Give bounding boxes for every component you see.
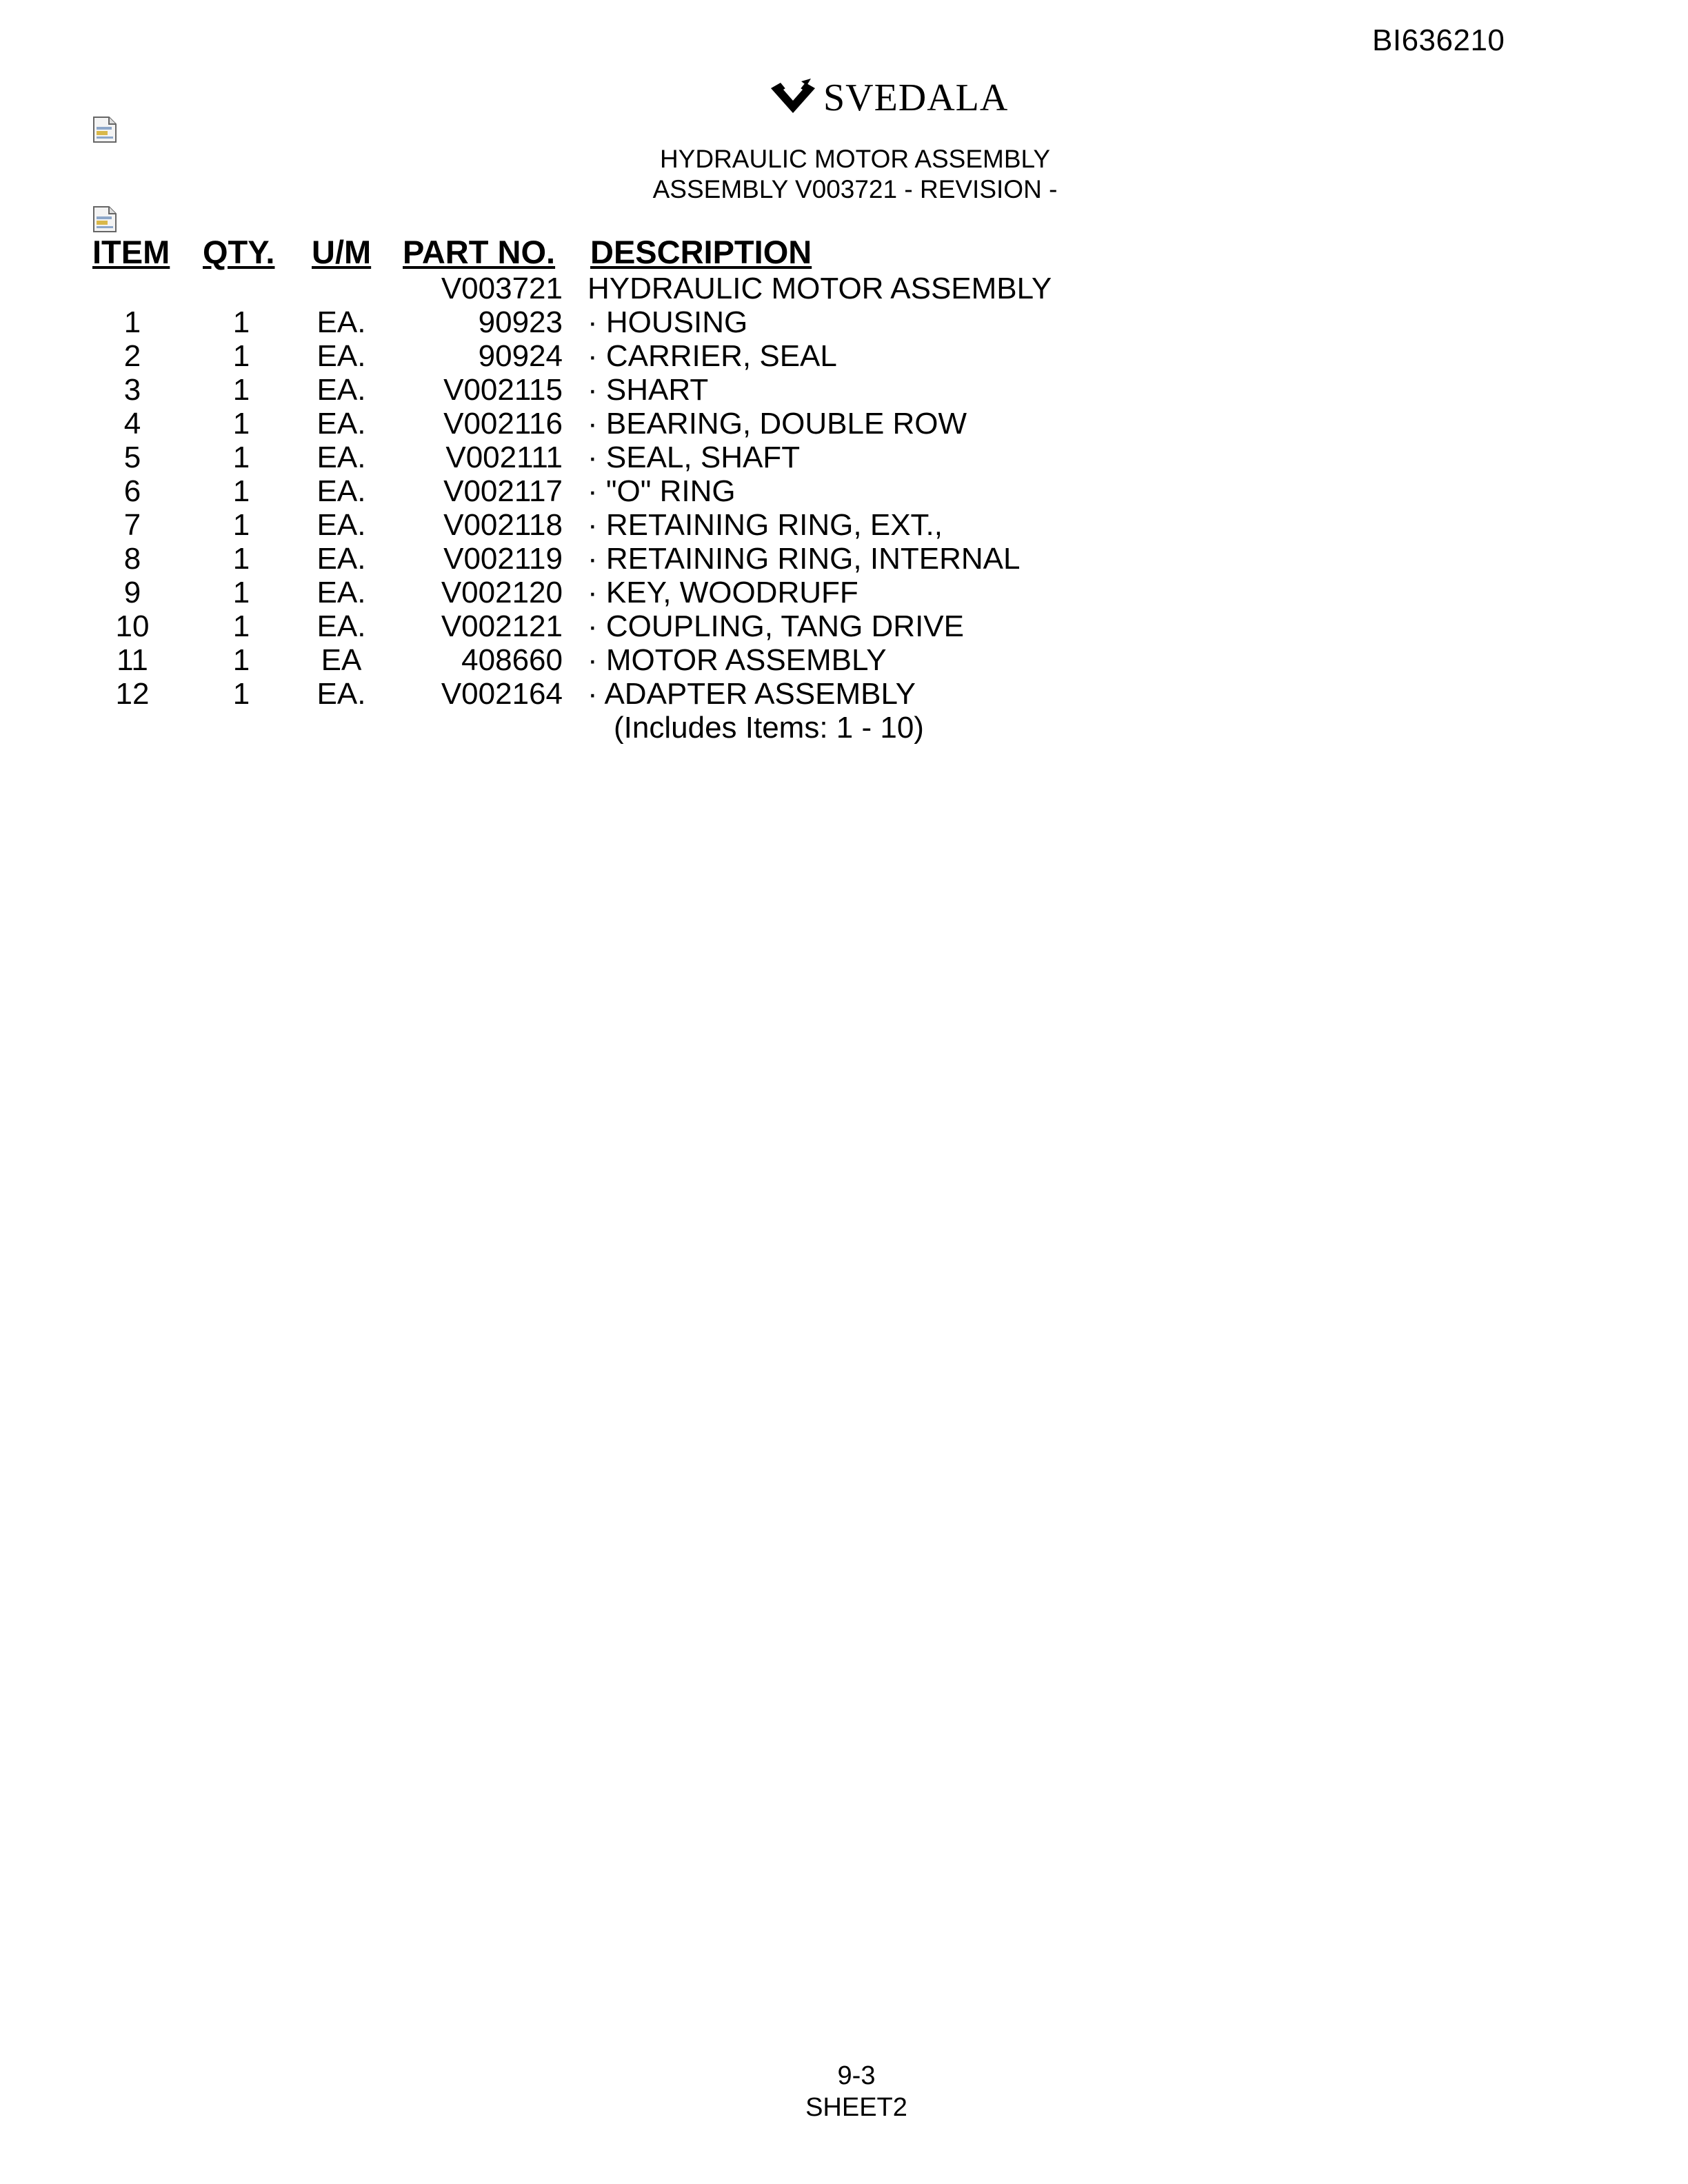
part-number: V003721	[441, 272, 563, 305]
assembly-row	[0, 272, 1688, 305]
quantity: 1	[232, 643, 250, 677]
table-row	[0, 609, 1688, 643]
description: · RETAINING RING, INTERNAL	[587, 542, 1021, 576]
table-row	[0, 508, 1688, 541]
assembly-revision: ASSEMBLY V003721 - REVISION -	[652, 175, 1058, 203]
part-number: V002116	[443, 407, 563, 441]
description: · COUPLING, TANG DRIVE	[587, 609, 965, 643]
includes-note-row	[0, 711, 1688, 744]
part-number: V002121	[441, 609, 563, 643]
item-number: 7	[123, 508, 141, 542]
quantity: 1	[232, 373, 250, 407]
table-row	[0, 643, 1688, 676]
item-number: 12	[115, 677, 150, 711]
description: · HOUSING	[587, 305, 748, 339]
table-row	[0, 305, 1688, 338]
unit-of-measure: EA.	[316, 474, 366, 508]
quantity: 1	[232, 609, 250, 643]
table-row	[0, 474, 1688, 507]
item-number: 2	[123, 339, 141, 373]
description: HYDRAULIC MOTOR ASSEMBLY	[587, 272, 1052, 305]
description: · SEAL, SHAFT	[587, 441, 801, 474]
quantity: 1	[232, 677, 250, 711]
item-number: 1	[123, 305, 141, 339]
item-number: 11	[117, 643, 148, 677]
unit-of-measure: EA.	[316, 339, 366, 373]
column-header-item: ITEM	[92, 234, 170, 270]
table-row	[0, 441, 1688, 474]
unit-of-measure: EA.	[316, 373, 366, 407]
table-row	[0, 677, 1688, 710]
quantity: 1	[232, 576, 250, 609]
part-number: V002111	[445, 441, 563, 474]
description: · RETAINING RING, EXT.,	[587, 508, 943, 542]
column-header-um: U/M	[312, 234, 372, 270]
sheet-label: SHEET2	[805, 2093, 907, 2122]
assembly-title: HYDRAULIC MOTOR ASSEMBLY	[659, 145, 1051, 173]
unit-of-measure: EA.	[316, 542, 366, 576]
column-header-qty: QTY.	[203, 234, 275, 270]
part-number: V002120	[441, 576, 563, 609]
svedala-logo	[767, 76, 1008, 120]
unit-of-measure: EA.	[316, 441, 366, 474]
quantity: 1	[232, 407, 250, 441]
embedded-document-icon[interactable]	[91, 116, 119, 143]
quantity: 1	[232, 474, 250, 508]
page-number: 9-3	[837, 2061, 876, 2090]
table-row	[0, 542, 1688, 575]
table-row	[0, 373, 1688, 406]
unit-of-measure: EA.	[316, 609, 366, 643]
part-number: V002164	[441, 677, 563, 711]
item-number: 4	[123, 407, 141, 441]
description: · "O" RING	[587, 474, 736, 508]
part-number: V002119	[443, 542, 563, 576]
column-header-description: DESCRIPTION	[590, 234, 812, 270]
table-row	[0, 576, 1688, 609]
part-number: 90924	[478, 339, 563, 373]
item-number: 5	[123, 441, 141, 474]
unit-of-measure: EA.	[316, 508, 366, 542]
embedded-document-icon[interactable]	[91, 205, 119, 233]
unit-of-measure: EA.	[316, 407, 366, 441]
unit-of-measure: EA.	[316, 305, 366, 339]
item-number: 10	[115, 609, 150, 643]
table-row	[0, 407, 1688, 440]
item-number: 3	[123, 373, 141, 407]
description: · ADAPTER ASSEMBLY	[587, 677, 916, 711]
quantity: 1	[232, 305, 250, 339]
description: · MOTOR ASSEMBLY	[587, 643, 887, 677]
part-number: 90923	[478, 305, 563, 339]
item-number: 9	[123, 576, 141, 609]
part-number: V002117	[443, 474, 563, 508]
unit-of-measure: EA.	[316, 677, 366, 711]
description: · SHART	[587, 373, 709, 407]
quantity: 1	[232, 339, 250, 373]
item-number: 8	[123, 542, 141, 576]
part-number: V002118	[443, 508, 563, 542]
includes-note: (Includes Items: 1 - 10)	[614, 711, 924, 745]
document-id: BI636210	[1372, 23, 1505, 57]
part-number: 408660	[461, 643, 563, 677]
table-row	[0, 339, 1688, 372]
svedala-chevron-logo-icon	[767, 79, 819, 117]
quantity: 1	[232, 508, 250, 542]
quantity: 1	[232, 441, 250, 474]
part-number: V002115	[443, 373, 563, 407]
unit-of-measure: EA.	[316, 576, 366, 609]
column-header-part-no: PART NO.	[403, 234, 556, 270]
item-number: 6	[123, 474, 141, 508]
description: · BEARING, DOUBLE ROW	[587, 407, 967, 441]
description: · CARRIER, SEAL	[587, 339, 837, 373]
brand-name: SVEDALA	[823, 77, 1009, 119]
quantity: 1	[232, 542, 250, 576]
unit-of-measure: EA	[321, 643, 362, 677]
description: · KEY, WOODRUFF	[587, 576, 858, 609]
